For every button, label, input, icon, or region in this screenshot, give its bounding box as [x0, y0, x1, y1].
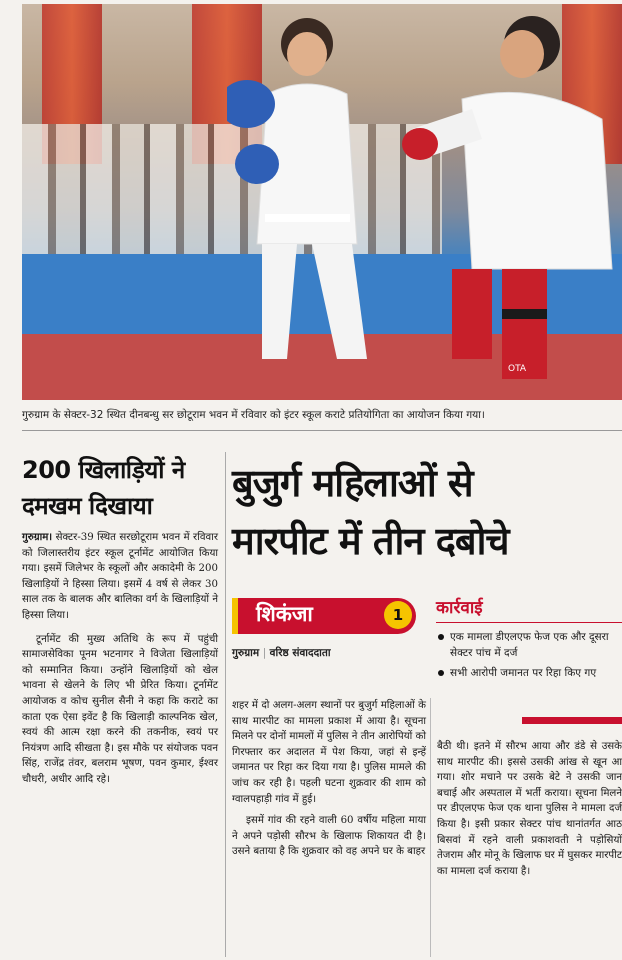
- dateline: गुरुग्राम।: [22, 532, 53, 543]
- right-para: बैठी थी। इतने में सौरभ आया और डंडे से उसके साथ मारपीट की। इससे उसकी आंख से खून आ गया। शोर मचाने पर उसके बेटे ने उसकी जान बचाई और अस्पताल में भर्ती कराया। सूचना मिलने पर डीएलएफ फेज एक थाना पुलिस ने मामला दर्ज किया है। इसी प्रकार सेक्टर पांच थानांतर्गत आठ बिसवां में रहने वाली प्रकाशवती ने पड़ोसियों तेजराम और मोनू के खिलाफ घर में घुसकर मारपीट का मामला दर्ज कराया है।: [437, 741, 622, 877]
- action-underline: [522, 717, 622, 724]
- left-headline-line1: 200 खिलाड़ियों ने: [22, 456, 185, 484]
- mid-para-1: शहर में दो अलग-अलग स्थानों पर बुजुर्ग महिलाओं के साथ मारपीट का मामला प्रकाश में आया है। सूचना मिलने पर दोनों मामलों में पुलिस ने तीन आरोपियों को गिरफ्तार कर अदालत में पेश किया, जहां से इन्हें जमानत पर रिहा कर दिया गया है। पुलिस मामले की जांच कर रही है। पहली घटना शुक्रवार की शाम को ग्वालपहाड़ी गांव में हुई।: [232, 700, 426, 805]
- action-point: [436, 629, 622, 661]
- action-box: [436, 595, 622, 709]
- series-banner: [232, 598, 416, 634]
- caption-divider: [22, 430, 622, 431]
- left-story: [22, 452, 218, 788]
- series-number: 1: [384, 601, 412, 629]
- series-name: शिकंजा: [256, 602, 313, 626]
- left-para-1: [22, 530, 218, 624]
- photo-caption: गुरुग्राम के सेक्टर-32 स्थित दीनबन्धु सर छोटूराम भवन में रविवार को इंटर स्कूल कराटे प्रतियोगिता का आयोजन किया गया।: [22, 409, 485, 421]
- action-point-text: एक मामला डीएलएफ फेज एक और दूसरा सेक्टर पांच में दर्ज: [450, 631, 609, 659]
- action-point: [436, 665, 622, 681]
- karate-kid-left: [227, 14, 377, 374]
- left-headline: [22, 452, 218, 524]
- left-headline-line2: दमखम दिखाया: [22, 492, 153, 520]
- left-story-body: [22, 530, 218, 788]
- main-story-body-right: [437, 739, 622, 879]
- belt-text: OTA: [508, 364, 527, 374]
- karate-photo: [22, 4, 622, 400]
- bullet-icon: [438, 634, 444, 640]
- karate-kid-right: [402, 9, 622, 394]
- action-list: [436, 629, 622, 681]
- main-headline-line2: मारपीट में तीन दबोचे: [232, 519, 509, 563]
- byline: [232, 646, 432, 660]
- action-point-text: सभी आरोपी जमानत पर रिहा किए गए: [450, 667, 597, 679]
- left-para-2: टूर्नामेंट की मुख्य अतिथि के रूप में पहुंची सामाजसेविका पूनम भटनागर ने विजेता खिलाड़ियों को सम्मानित किया। उन्होंने खिलाड़ियों को खेल भावना से खेलने के लिए भी प्रेरित किया। टूर्नामेंट आयोजक व कोच सुनील सैनी ने कहा कि कराटे का काता एक ऐसा इवेंट है कि खिलाड़ी काल्पनिक खेल, स्वयं की आत्म रक्षा करने की तकनीक, स्वयं पर नियंत्रण आदि सीखता है। इस मौके पर संयोजक पवन सिंह, राजेंद्र तंवर, बलराम भूषण, पवन कुमार, ईश्वर चौधरी, अधीर आदि रहे।: [22, 633, 218, 785]
- column-divider: [225, 452, 226, 957]
- column-divider-2: [430, 698, 431, 957]
- action-rule: [436, 622, 622, 623]
- byline-place: गुरुग्राम: [232, 647, 260, 659]
- action-title: कार्रवाई: [436, 598, 483, 618]
- main-story-body-mid: [232, 698, 426, 860]
- main-headline: [232, 454, 622, 570]
- main-headline-line1: बुजुर्ग महिलाओं से: [232, 461, 473, 505]
- byline-separator: |: [262, 647, 270, 659]
- banner-stripe: [232, 598, 238, 634]
- byline-author: वरिष्ठ संवाददाता: [269, 647, 331, 659]
- left-para-1-text: सेक्टर-39 स्थित सरछोटूराम भवन में रविवार को जिलास्तरीय इंटर स्कूल टूर्नामेंट आयोजित किया गया। इसमें जिलेभर के स्कूलों और अकादेमी के 200 खिलाड़ियों ने हिस्सा लिया। इसमें 4 वर्ष से लेकर 30 साल तक के बालक और बालिका वर्ग के खिलाड़ियों ने हिस्सा लिया।: [22, 532, 218, 621]
- mid-para-2: इसमें गांव की रहने वाली 60 वर्षीय महिला माया ने अपने पड़ोसी सौरभ के खिलाफ शिकायत दी है। उसने बताया है कि शुक्रवार को वह अपने घर के बाहर: [232, 815, 426, 858]
- bullet-icon: [438, 670, 444, 676]
